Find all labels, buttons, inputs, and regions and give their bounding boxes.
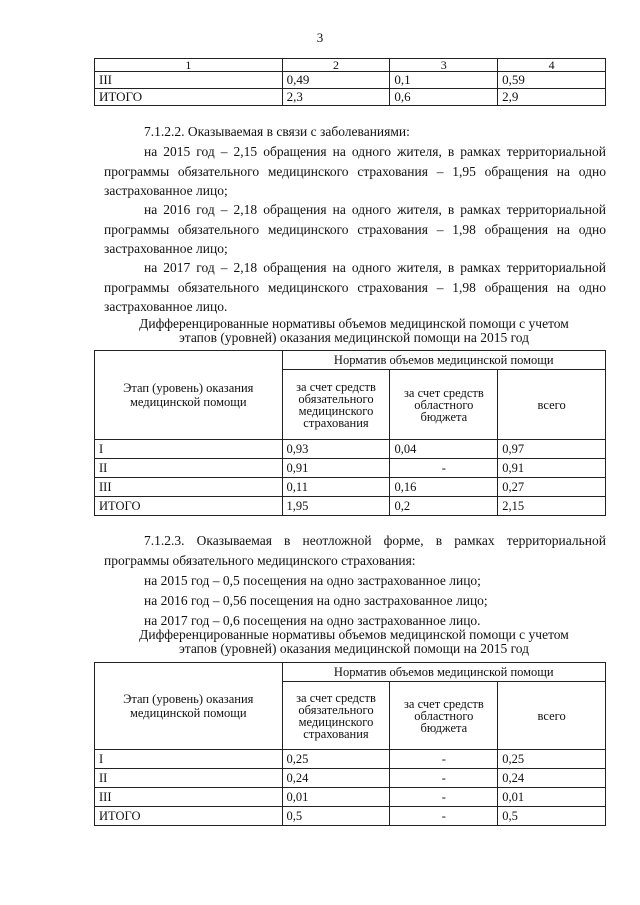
table-cell: ИТОГО [95, 497, 283, 516]
table-row [95, 478, 606, 497]
header-stage: Этап (уровень) оказания медицинской помощи [95, 351, 283, 440]
table-cell: III [95, 478, 283, 497]
paragraph-2015: на 2015 год – 2,15 обращения на одного жителя, в рамках территориальной программы обязательного медицинского страхования – 1,95 обращения на одно застрахованное лицо; [104, 144, 606, 198]
table-row [95, 788, 606, 807]
table-cell: 0,59 [498, 72, 606, 89]
table-cell: 0,1 [390, 72, 498, 89]
normatives-table-2015-b [94, 662, 606, 826]
table-cell: 0,97 [498, 440, 606, 459]
header-total: всего [498, 682, 606, 750]
table-cell: I [95, 750, 283, 769]
table-cell: 0,16 [390, 478, 498, 497]
header-stage: Этап (уровень) оказания медицинской помощи [95, 663, 283, 750]
table-caption-line2: этапов (уровней) оказания медицинской помощи на 2015 год [178, 330, 530, 345]
table-cell: 0,91 [498, 459, 606, 478]
header-cell: 4 [498, 59, 606, 72]
header-cell: 2 [282, 59, 390, 72]
table-cell: - [390, 750, 498, 769]
header-oms: за счет средств обязательного медицинского страхования [282, 682, 390, 750]
table-cell: ИТОГО [95, 807, 283, 826]
section-heading: 7.1.2.2. Оказываемая в связи с заболеваниями: [144, 124, 410, 139]
table-row [95, 750, 606, 769]
table-cell: 0,25 [498, 750, 606, 769]
section-heading-2: 7.1.2.3. Оказываемая в неотложной форме, в рамках территориальной программы обязательного медицинского страхования: [104, 533, 606, 568]
top-table [94, 58, 606, 106]
table-cell: - [390, 769, 498, 788]
table-row [95, 72, 606, 89]
table-row [95, 440, 606, 459]
table-row [95, 769, 606, 788]
table-row [95, 497, 606, 516]
paragraph-2016: на 2016 год – 2,18 обращения на одного жителя, в рамках территориальной программы обязательного медицинского страхования – 1,98 обращения на одно застрахованное лицо; [104, 202, 606, 256]
table-cell: 0,04 [390, 440, 498, 459]
header-group: Норматив объемов медицинской помощи [282, 351, 605, 370]
table-cell: ИТОГО [95, 89, 283, 106]
table-caption-line2: этапов (уровней) оказания медицинской помощи на 2015 год [178, 641, 530, 656]
line-2016: на 2016 год – 0,56 посещения на одно застрахованное лицо; [144, 593, 488, 608]
table-cell: 0,91 [282, 459, 390, 478]
table-cell: 0,5 [498, 807, 606, 826]
header-cell: 3 [390, 59, 498, 72]
table-row [95, 807, 606, 826]
table-cell: - [390, 459, 498, 478]
header-cell: 1 [95, 59, 283, 72]
header-total: всего [498, 370, 606, 440]
line-2017: на 2017 год – 0,6 посещения на одно застрахованное лицо. [144, 613, 481, 628]
header-group: Норматив объемов медицинской помощи [282, 663, 605, 682]
table-cell: 0,27 [498, 478, 606, 497]
table-cell: 0,5 [282, 807, 390, 826]
paragraph-2017: на 2017 год – 2,18 обращения на одного жителя, в рамках территориальной программы обязательного медицинского страхования – 1,98 обращения на одно застрахованное лицо. [104, 260, 606, 314]
table-cell: 2,3 [282, 89, 390, 106]
table-cell: II [95, 459, 283, 478]
table-cell: - [390, 788, 498, 807]
table-cell: 1,95 [282, 497, 390, 516]
table-cell: 2,15 [498, 497, 606, 516]
table-cell: I [95, 440, 283, 459]
table-caption-line1: Дифференцированные нормативы объемов медицинской помощи с учетом [139, 316, 569, 331]
table-header-row [95, 59, 606, 72]
header-budget: за счет средств областного бюджета [390, 682, 498, 750]
table-cell: 0,24 [498, 769, 606, 788]
table-cell: 0,01 [282, 788, 390, 807]
line-2015: на 2015 год – 0,5 посещения на одно застрахованное лицо; [144, 573, 481, 588]
table-caption-line1: Дифференцированные нормативы объемов медицинской помощи с учетом [139, 627, 569, 642]
table-cell: 0,93 [282, 440, 390, 459]
table-cell: III [95, 788, 283, 807]
table-cell: II [95, 769, 283, 788]
header-oms: за счет средств обязательного медицинского страхования [282, 370, 390, 440]
table-cell: - [390, 807, 498, 826]
table-cell: 0,25 [282, 750, 390, 769]
table-row [95, 459, 606, 478]
normatives-table-2015-a [94, 350, 606, 516]
table-cell: 0,24 [282, 769, 390, 788]
table-header-row [95, 663, 606, 682]
table-cell: 0,11 [282, 478, 390, 497]
table-cell: 0,49 [282, 72, 390, 89]
table-header-row [95, 351, 606, 370]
table-row [95, 89, 606, 106]
table-cell: 0,01 [498, 788, 606, 807]
table-cell: 0,6 [390, 89, 498, 106]
table-cell: 0,2 [390, 497, 498, 516]
table-cell: 2,9 [498, 89, 606, 106]
table-cell: III [95, 72, 283, 89]
page-number: 3 [316, 30, 324, 45]
header-budget: за счет средств областного бюджета [390, 370, 498, 440]
